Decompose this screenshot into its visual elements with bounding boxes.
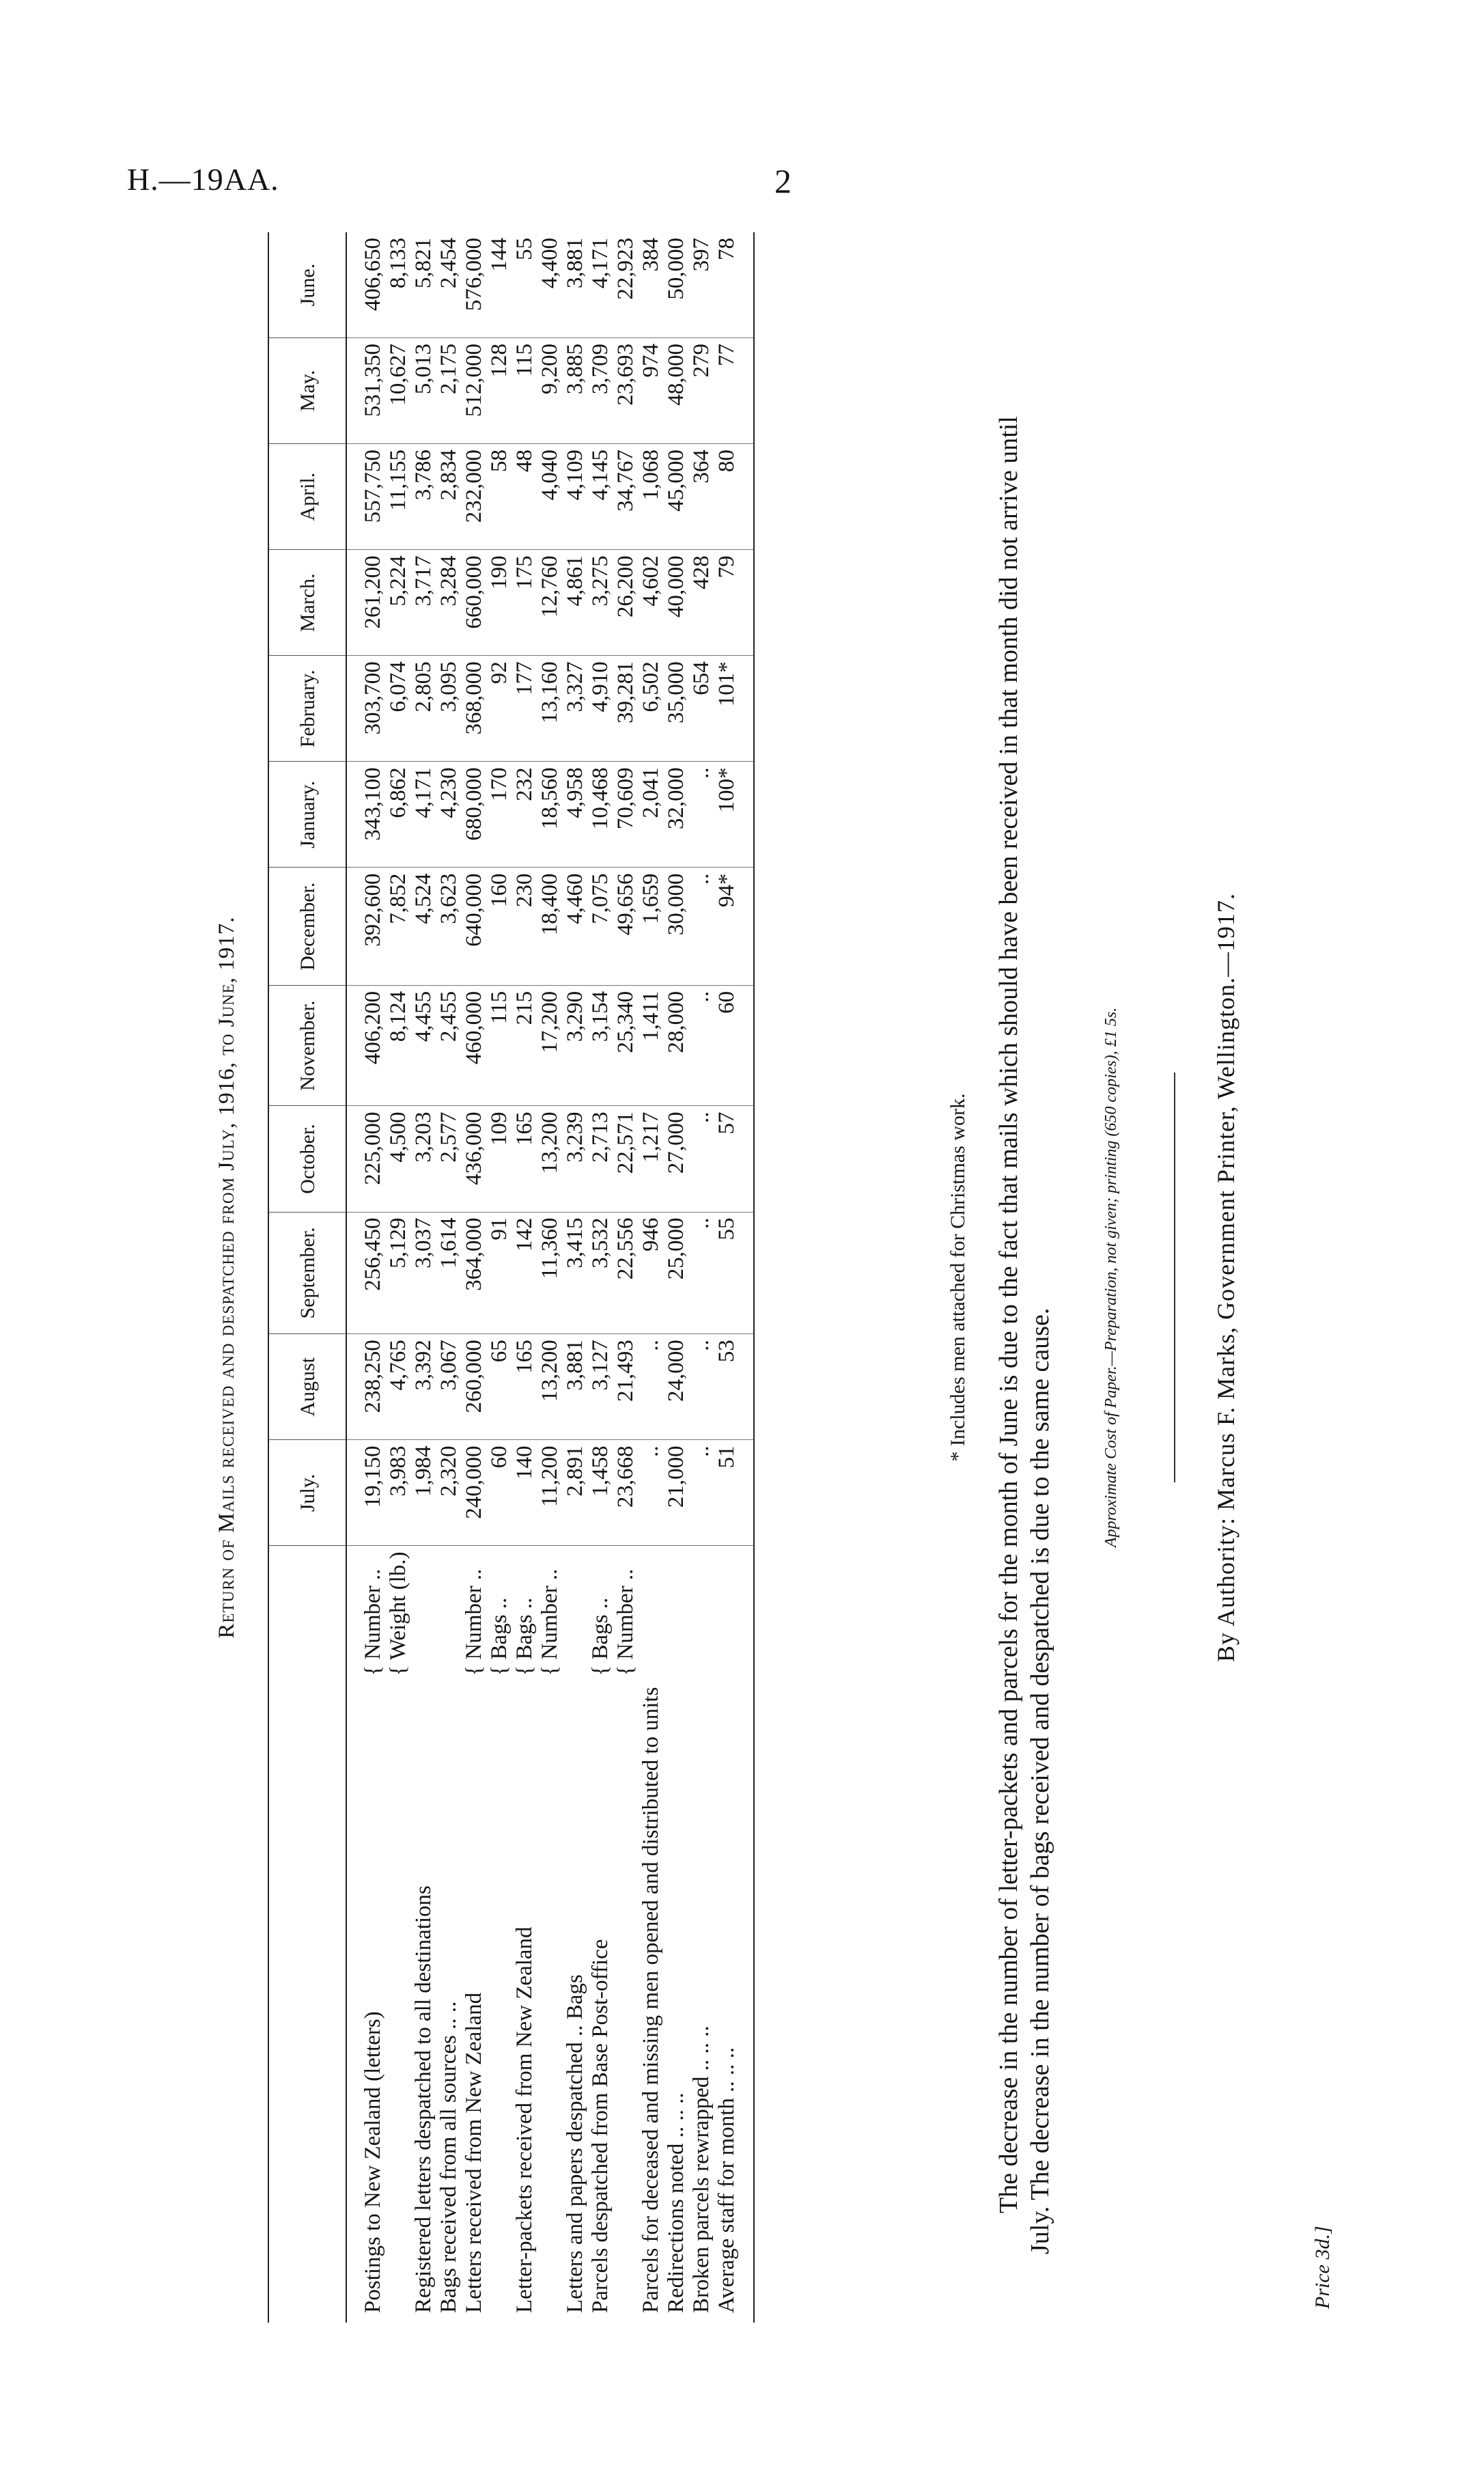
cell-value: 343,100 <box>346 762 386 868</box>
cell-value: 4,171 <box>411 762 436 868</box>
cell-value: 232 <box>512 762 537 868</box>
cell-value: 660,000 <box>462 550 487 656</box>
cell-value: 4,230 <box>436 762 462 868</box>
cell-value: 1,984 <box>411 1440 436 1546</box>
cell-value: 4,109 <box>563 444 588 550</box>
cell-value: 406,200 <box>346 985 386 1106</box>
cell-value: 21,000 <box>664 1440 689 1546</box>
cell-value: 364,000 <box>462 1212 487 1334</box>
cell-value: 3,415 <box>563 1212 588 1334</box>
cell-value: .. <box>689 1212 714 1334</box>
cell-value: 4,171 <box>588 232 613 338</box>
month-header: April. <box>268 444 346 550</box>
cell-value: 3,290 <box>563 985 588 1106</box>
cell-value: 4,500 <box>386 1106 411 1212</box>
cell-value: 974 <box>639 338 664 444</box>
cell-value: 3,127 <box>588 1334 613 1440</box>
cell-value: 34,767 <box>613 444 639 550</box>
cell-value: 4,765 <box>386 1334 411 1440</box>
cell-value: 3,203 <box>411 1106 436 1212</box>
cell-value: 3,709 <box>588 338 613 444</box>
rotated-page-content <box>214 232 1416 2323</box>
cell-value: 3,786 <box>411 444 436 550</box>
cell-value: 4,040 <box>537 444 563 550</box>
cell-value: 48 <box>512 444 537 550</box>
month-header: August <box>268 1334 346 1440</box>
cell-value: 26,200 <box>613 550 639 656</box>
cell-value: 60 <box>714 985 754 1106</box>
cell-value: 6,502 <box>639 656 664 762</box>
table-row <box>537 232 563 2323</box>
row-label: Letters and papers despatched .. Bags <box>563 1974 587 2313</box>
cell-value: .. <box>689 868 714 985</box>
cell-value: 35,000 <box>664 656 689 762</box>
row-sublabel: { Number .. <box>537 1568 562 1676</box>
cell-value: 100* <box>714 762 754 868</box>
cell-value: 12,760 <box>537 550 563 656</box>
row-label <box>386 1682 411 2323</box>
cell-value: 3,881 <box>563 1334 588 1440</box>
cell-value: 2,175 <box>436 338 462 444</box>
cell-value: 4,602 <box>639 550 664 656</box>
row-label <box>613 1682 639 2323</box>
cell-value: 48,000 <box>664 338 689 444</box>
cell-value: 436,000 <box>462 1106 487 1212</box>
cell-value: 4,455 <box>411 985 436 1106</box>
table-row <box>411 232 436 2323</box>
cell-value: 177 <box>512 656 537 762</box>
cell-value: 142 <box>512 1212 537 1334</box>
cell-value: 39,281 <box>613 656 639 762</box>
month-header: December. <box>268 868 346 985</box>
cell-value: 1,614 <box>436 1212 462 1334</box>
cell-value: 946 <box>639 1212 664 1334</box>
cell-value: 4,910 <box>588 656 613 762</box>
row-label: Parcels despatched from Base Post-office <box>588 1939 613 2313</box>
month-header: May. <box>268 338 346 444</box>
cell-value: 2,455 <box>436 985 462 1106</box>
cell-value: 77 <box>714 338 754 444</box>
cell-value: 3,037 <box>411 1212 436 1334</box>
cell-value: 22,556 <box>613 1212 639 1334</box>
month-header: February. <box>268 656 346 762</box>
cell-value: 460,000 <box>462 985 487 1106</box>
row-sublabel <box>664 1546 689 1682</box>
cell-value: 2,713 <box>588 1106 613 1212</box>
cell-value: 4,861 <box>563 550 588 656</box>
row-label: Broken parcels rewrapped .. .. .. <box>689 2025 714 2313</box>
table-row <box>613 232 639 2323</box>
cell-value: 260,000 <box>462 1334 487 1440</box>
table-row <box>714 232 754 2323</box>
table-row <box>436 232 462 2323</box>
cell-value: 18,560 <box>537 762 563 868</box>
cell-value: 5,129 <box>386 1212 411 1334</box>
cell-value: 640,000 <box>462 868 487 985</box>
cell-value: 65 <box>487 1334 512 1440</box>
cell-value: 49,656 <box>613 868 639 985</box>
cell-value: 4,145 <box>588 444 613 550</box>
cell-value: 160 <box>487 868 512 985</box>
cell-value: 2,454 <box>436 232 462 338</box>
cell-value: .. <box>689 1106 714 1212</box>
table-row <box>512 232 537 2323</box>
cell-value: 3,392 <box>411 1334 436 1440</box>
cell-value: 9,200 <box>537 338 563 444</box>
cell-value: 94* <box>714 868 754 985</box>
row-label: Letters received from New Zealand <box>462 1992 486 2313</box>
cell-value: 1,068 <box>639 444 664 550</box>
cell-value: 7,075 <box>588 868 613 985</box>
cell-value: 654 <box>689 656 714 762</box>
cell-value: 3,532 <box>588 1212 613 1334</box>
cell-value: 225,000 <box>346 1106 386 1212</box>
cell-value: 79 <box>714 550 754 656</box>
month-header: July. <box>268 1440 346 1546</box>
month-header: September. <box>268 1212 346 1334</box>
cell-value: 11,155 <box>386 444 411 550</box>
cell-value: 58 <box>487 444 512 550</box>
printer-authority: By Authority: Marcus F. Marks, Government Printer, Wellington.—1917. <box>1212 892 1240 1663</box>
row-sublabel: { Bags .. <box>588 1597 613 1676</box>
cell-value: 22,923 <box>613 232 639 338</box>
row-sublabel: { Bags .. <box>487 1597 512 1676</box>
cell-value: 1,411 <box>639 985 664 1106</box>
cell-value: 7,852 <box>386 868 411 985</box>
cell-value: 24,000 <box>664 1334 689 1440</box>
month-header: October. <box>268 1106 346 1212</box>
cell-value: 51 <box>714 1440 754 1546</box>
table-row <box>462 232 487 2323</box>
cell-value: 55 <box>512 232 537 338</box>
explanatory-note: The decrease in the number of letter-packets and parcels for the month of June is due to the fact that mails which should have been received in that month did not arrive until July. The decrease in the number of bags received and despatched is due to the same cause. <box>994 416 1054 2254</box>
cell-value: 25,340 <box>613 985 639 1106</box>
cell-value: 10,468 <box>588 762 613 868</box>
cell-value: 8,133 <box>386 232 411 338</box>
cell-value: 27,000 <box>664 1106 689 1212</box>
cell-value: 32,000 <box>664 762 689 868</box>
row-sublabel <box>714 1546 754 1682</box>
cell-value: 1,659 <box>639 868 664 985</box>
cell-value: 22,571 <box>613 1106 639 1212</box>
cell-value: 18,400 <box>537 868 563 985</box>
cell-value: 23,668 <box>613 1440 639 1546</box>
cell-value: 101* <box>714 656 754 762</box>
cell-value: 115 <box>512 338 537 444</box>
cell-value: 53 <box>714 1334 754 1440</box>
cell-value: 215 <box>512 985 537 1106</box>
table-row <box>563 232 588 2323</box>
cell-value: 2,041 <box>639 762 664 868</box>
cell-value: 8,124 <box>386 985 411 1106</box>
cell-value: 13,160 <box>537 656 563 762</box>
table-row <box>664 232 689 2323</box>
description-header <box>268 1546 346 2323</box>
cell-value: 240,000 <box>462 1440 487 1546</box>
divider-rule <box>1174 1073 1175 1482</box>
row-label: Postings to New Zealand (letters) <box>361 2011 385 2313</box>
cell-value: 50,000 <box>664 232 689 338</box>
cell-value: 40,000 <box>664 550 689 656</box>
cell-value: 19,150 <box>346 1440 386 1546</box>
cell-value: 3,154 <box>588 985 613 1106</box>
cell-value: 140 <box>512 1440 537 1546</box>
month-header: November. <box>268 985 346 1106</box>
cell-value: 10,627 <box>386 338 411 444</box>
cell-value: 3,623 <box>436 868 462 985</box>
row-sublabel <box>436 1546 462 1682</box>
month-header: January. <box>268 762 346 868</box>
cell-value: 190 <box>487 550 512 656</box>
cell-value: 21,493 <box>613 1334 639 1440</box>
cell-value: 5,821 <box>411 232 436 338</box>
cell-value: 5,013 <box>411 338 436 444</box>
cell-value: 13,200 <box>537 1106 563 1212</box>
cell-value: 3,275 <box>588 550 613 656</box>
cell-value: 2,834 <box>436 444 462 550</box>
cell-value: 25,000 <box>664 1212 689 1334</box>
mails-table <box>268 232 755 2323</box>
cell-value: 80 <box>714 444 754 550</box>
cell-value: 230 <box>512 868 537 985</box>
cell-value: 165 <box>512 1334 537 1440</box>
cell-value: 3,983 <box>386 1440 411 1546</box>
cell-value: 165 <box>512 1106 537 1212</box>
cell-value: 60 <box>487 1440 512 1546</box>
row-sublabel <box>639 1546 664 1682</box>
cell-value: 23,693 <box>613 338 639 444</box>
cell-value: 406,650 <box>346 232 386 338</box>
cell-value: 2,320 <box>436 1440 462 1546</box>
cell-value: 397 <box>689 232 714 338</box>
cell-value: .. <box>689 985 714 1106</box>
table-row <box>588 232 613 2323</box>
cell-value: 92 <box>487 656 512 762</box>
cell-value: 303,700 <box>346 656 386 762</box>
cell-value: 91 <box>487 1212 512 1334</box>
cell-value: 3,717 <box>411 550 436 656</box>
price-label: Price 3d.] <box>1311 2226 1334 2309</box>
cell-value: .. <box>689 1440 714 1546</box>
cell-value: 384 <box>639 232 664 338</box>
cell-value: 3,067 <box>436 1334 462 1440</box>
cell-value: 368,000 <box>462 656 487 762</box>
cell-value: 576,000 <box>462 232 487 338</box>
cell-value: 392,600 <box>346 868 386 985</box>
cell-value: 232,000 <box>462 444 487 550</box>
cell-value: 115 <box>487 985 512 1106</box>
cell-value: 1,458 <box>588 1440 613 1546</box>
row-sublabel <box>411 1546 436 1682</box>
cell-value: 109 <box>487 1106 512 1212</box>
cell-value: 4,524 <box>411 868 436 985</box>
cell-value: 3,881 <box>563 232 588 338</box>
cell-value: 5,224 <box>386 550 411 656</box>
row-label <box>487 1682 512 2323</box>
cell-value: 57 <box>714 1106 754 1212</box>
cell-value: .. <box>689 1334 714 1440</box>
row-label: Letter-packets received from New Zealand <box>512 1926 537 2313</box>
cell-value: 364 <box>689 444 714 550</box>
cell-value: 2,891 <box>563 1440 588 1546</box>
cell-value: 11,360 <box>537 1212 563 1334</box>
cell-value: 6,862 <box>386 762 411 868</box>
table-row <box>689 232 714 2323</box>
row-sublabel: { Number .. <box>613 1568 638 1676</box>
paper-cost-note: Approximate Cost of Paper.—Preparation, not given; printing (650 copies), £1 5s. <box>1102 1007 1120 1548</box>
cell-value: 512,000 <box>462 338 487 444</box>
cell-value: 238,250 <box>346 1334 386 1440</box>
cell-value: 680,000 <box>462 762 487 868</box>
cell-value: 30,000 <box>664 868 689 985</box>
cell-value: .. <box>639 1440 664 1546</box>
cell-value: 4,400 <box>537 232 563 338</box>
table-body <box>346 232 754 2323</box>
cell-value: 3,095 <box>436 656 462 762</box>
row-label: Registered letters despatched to all destinations <box>411 1885 436 2313</box>
cell-value: 175 <box>512 550 537 656</box>
cell-value: 3,885 <box>563 338 588 444</box>
table-row <box>386 232 411 2323</box>
month-header: March. <box>268 550 346 656</box>
cell-value: 261,200 <box>346 550 386 656</box>
cell-value: 170 <box>487 762 512 868</box>
row-label: Bags received from all sources .. .. <box>436 2001 461 2313</box>
cell-value: 279 <box>689 338 714 444</box>
cell-value: 3,239 <box>563 1106 588 1212</box>
cell-value: 1,217 <box>639 1106 664 1212</box>
row-sublabel: { Number .. <box>462 1568 486 1676</box>
table-row <box>346 232 386 2323</box>
table-row <box>639 232 664 2323</box>
header-row <box>268 232 346 2323</box>
row-label <box>537 1682 563 2323</box>
cell-value: 3,327 <box>563 656 588 762</box>
row-sublabel <box>689 1546 714 1682</box>
cell-value: 428 <box>689 550 714 656</box>
row-sublabel: { Bags .. <box>512 1597 537 1676</box>
cell-value: 6,074 <box>386 656 411 762</box>
cell-value: 3,284 <box>436 550 462 656</box>
row-label: Redirections noted .. .. .. <box>664 2092 688 2313</box>
cell-value: 531,350 <box>346 338 386 444</box>
cell-value: 4,460 <box>563 868 588 985</box>
table-title: Return of Mails received and despatched from July, 1916, to June, 1917. <box>214 916 239 1639</box>
cell-value: 17,200 <box>537 985 563 1106</box>
cell-value: 45,000 <box>664 444 689 550</box>
row-sublabel <box>563 1546 588 1682</box>
cell-value: .. <box>639 1334 664 1440</box>
cell-value: 144 <box>487 232 512 338</box>
table-row <box>487 232 512 2323</box>
row-sublabel: { Weight (lb.) <box>386 1551 410 1676</box>
cell-value: 128 <box>487 338 512 444</box>
cell-value: 70,609 <box>613 762 639 868</box>
row-label: Average staff for month .. .. .. <box>714 1682 754 2323</box>
cell-value: 78 <box>714 232 754 338</box>
page-number: 2 <box>774 162 792 200</box>
row-sublabel: { Number .. <box>361 1568 385 1676</box>
cell-value: 28,000 <box>664 985 689 1106</box>
cell-value: 2,577 <box>436 1106 462 1212</box>
cell-value: 11,200 <box>537 1440 563 1546</box>
cell-value: 2,805 <box>411 656 436 762</box>
cell-value: .. <box>689 762 714 868</box>
row-label: Parcels for deceased and missing men opened and distributed to units <box>639 1687 663 2313</box>
document-reference: H.—19AA. <box>127 162 279 197</box>
footnote: * Includes men attached for Christmas work. <box>947 1093 969 1462</box>
cell-value: 13,200 <box>537 1334 563 1440</box>
cell-value: 4,958 <box>563 762 588 868</box>
cell-value: 55 <box>714 1212 754 1334</box>
month-header: June. <box>268 232 346 338</box>
cell-value: 557,750 <box>346 444 386 550</box>
cell-value: 256,450 <box>346 1212 386 1334</box>
